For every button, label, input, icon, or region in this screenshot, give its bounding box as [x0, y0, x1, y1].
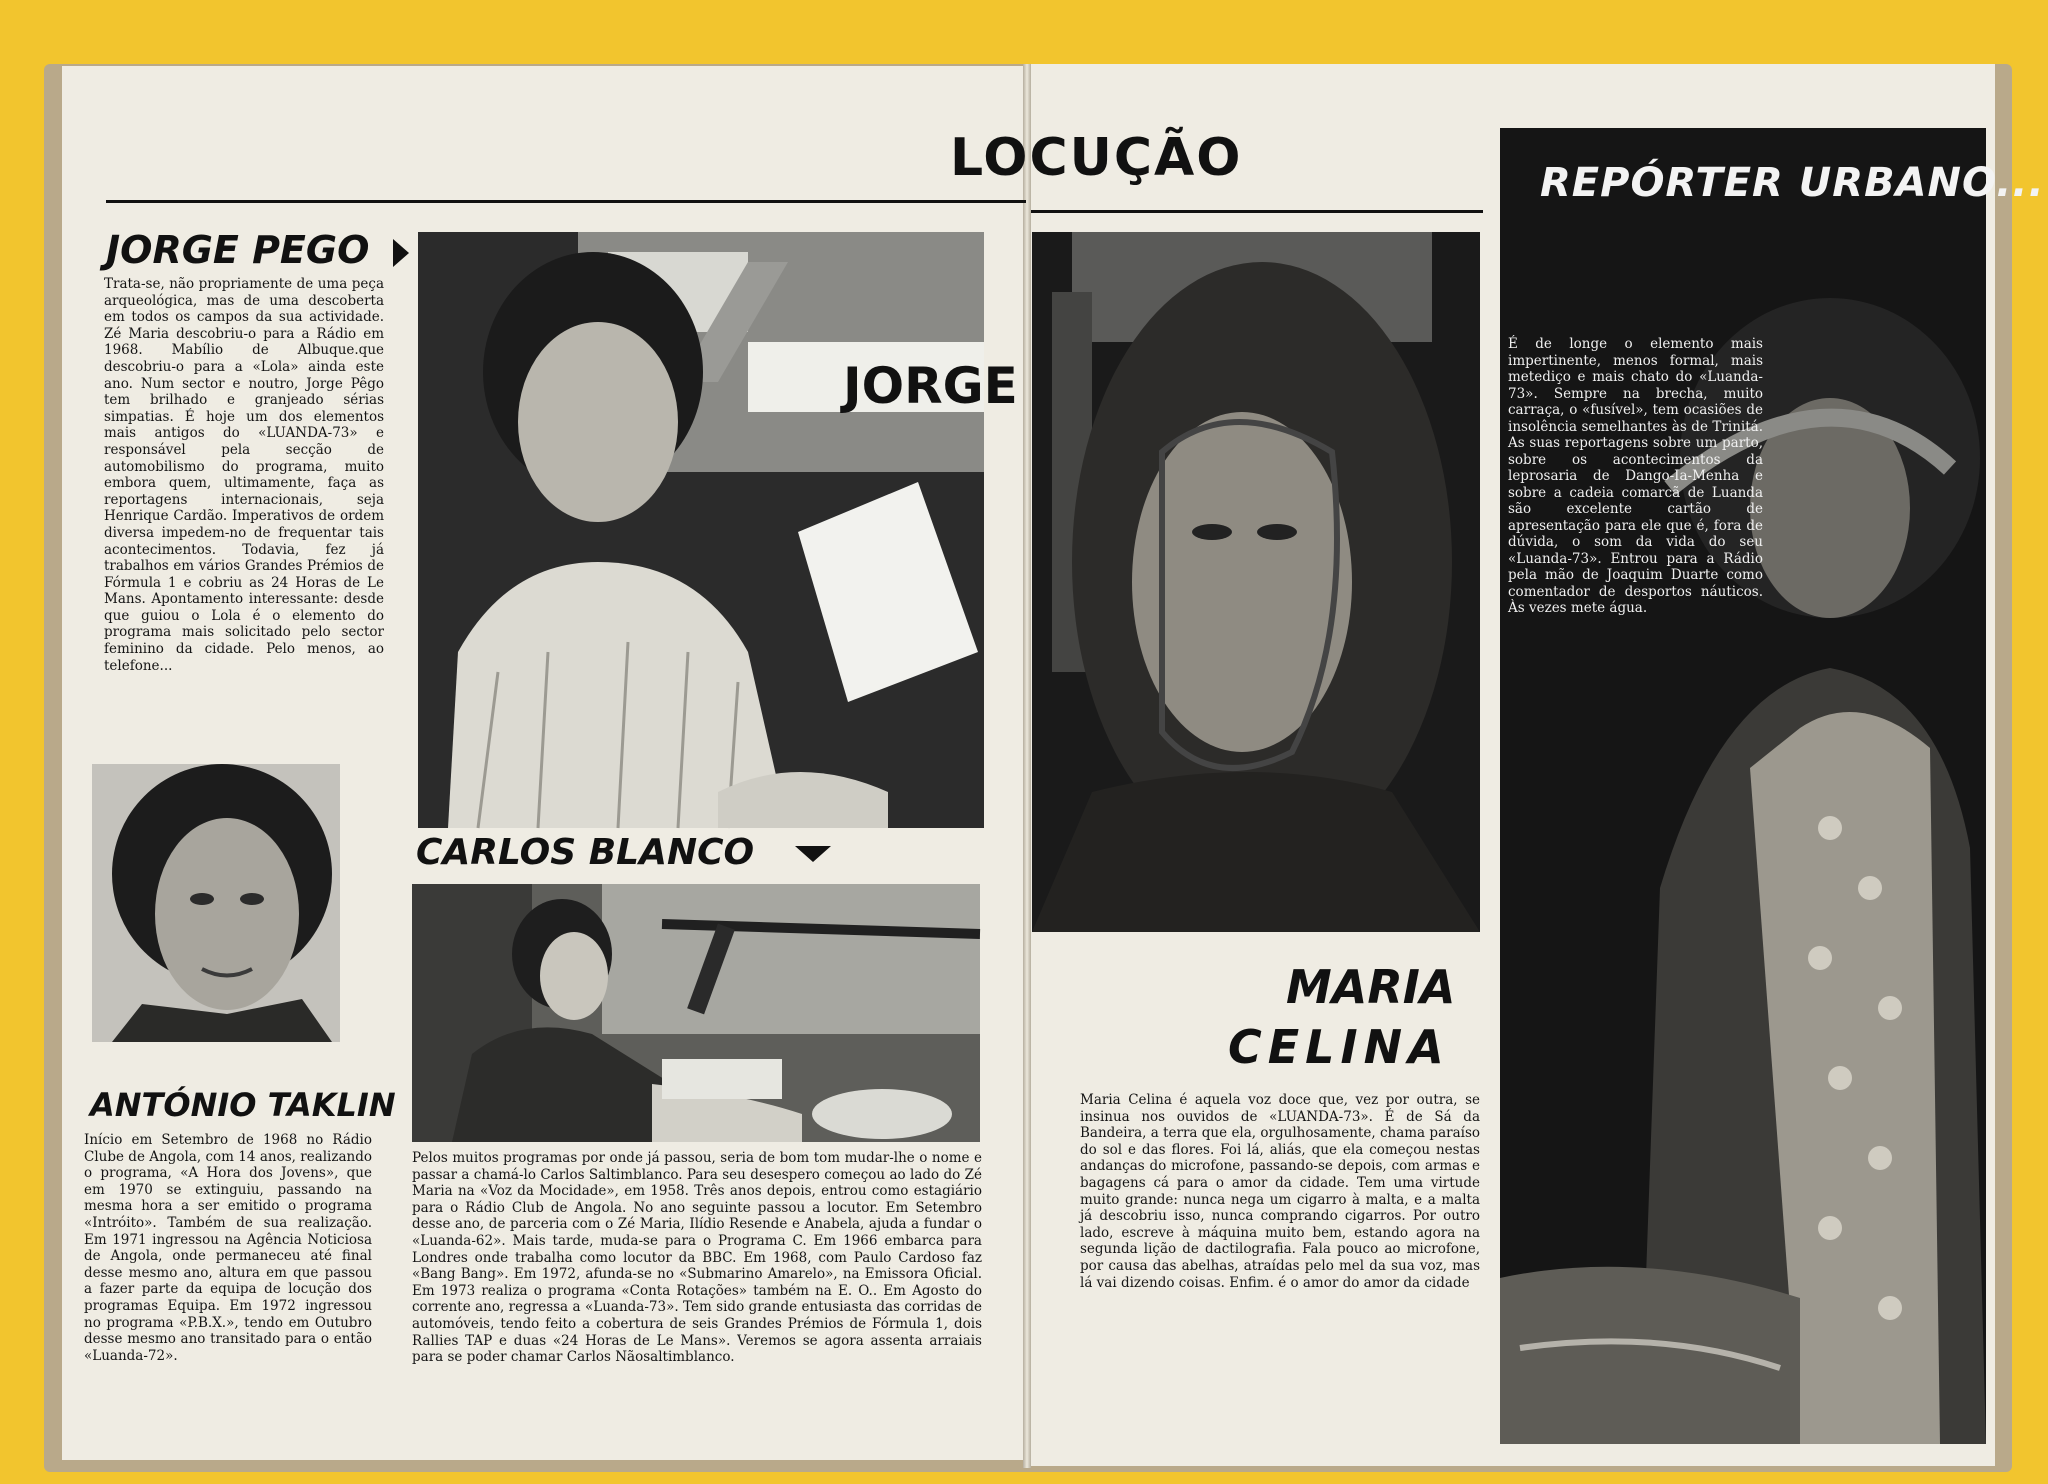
- maria-celina-name-line2: CELINA: [1228, 1020, 1450, 1074]
- jorge-pego-name: JORGE PEGO: [106, 228, 370, 272]
- arrow-right-icon: [393, 239, 409, 267]
- reporter-title: REPÓRTER URBANO...: [1540, 160, 2045, 206]
- jorge-pego-text: Trata-se, não propriamente de uma peça arqueológica, mas de uma descoberta em todos os campos da sua actividade. Zé Maria descobriu-o para a Rádio em 1968. Mabílio de Albuque.que descobriu-o para a «Lola» ainda este ano. Num sector e noutro, Jorge Pêgo tem brilhado e granjeado sérias simpatias. É hoje um dos elementos mais antigos do «LUANDA-73» e responsável pela secção de automobilismo do programa, muito embora quem, ultimamente, faça as reportagens internacionais, seja Henrique Cardão. Imperativos de ordem diversa impedem-no de frequentar tais acontecimentos. Todavia, fez já trabalhos em vários Grandes Prémios de Fórmula 1 e cobriu as 24 Horas de Le Mans. Apontamento interessante: desde que guiou o Lola é o elemento do programa mais solicitado pelo sector feminino da cidade. Pelo menos, ao telefone...: [104, 276, 384, 674]
- carlos-blanco-text: Pelos muitos programas por onde já passou, seria de bom tom mudar-lhe o nome e passar a chamá-lo Carlos Saltimblanco. Para seu desespero começou ao lado do Zé Maria na «Voz da Mocidade», em 1958. Três anos depois, entrou como estagiário para o Rádio Club de Angola. No ano seguinte passou a locutor. Em Setembro desse ano, de parceria com o Zé Maria, Ilídio Resende e Anabela, ajuda a fundar o «Luanda-62». Mais tarde, muda-se para o Programa C. Em 1966 embarca para Londres onde trabalha como locutor da BBC. Em 1968, com Paulo Cardoso faz «Bang Bang». Em 1972, afunda-se no «Submarino Amarelo», na Emissora Oficial. Em 1973 realiza o programa «Conta Rotações» também na E. O.. Em Agosto do corrente ano, regressa a «Luanda-73». Tem sido grande entusiasta das corridas de automóveis, tendo feito a cobertura de seis Grandes Prémios de Fórmula 1, dois Rallies TAP e duas «24 Horas de Le Mans». Veremos se agora assenta arraiais para se poder chamar Carlos Nãosaltimblanco.: [412, 1150, 982, 1366]
- antonio-taklin-name: ANTÓNIO TAKLIN: [90, 1086, 396, 1124]
- arrow-down-icon: [795, 846, 831, 862]
- reporter-text: É de longe o elemento mais impertinente, menos formal, mais metediço e mais chato do «Luanda-73». Sempre na brecha, muito carraça, o «fusível», tem ocasiões de insolência semelhantes às de Trinitá. As suas reportagens sobre um parto, sobre os acontecimentos da leprosaria de Dango-Ia-Menha e sobre a cadeia comarcã de Luanda são excelente cartão de apresentação para ele que é, fora de dúvida, o som da vida do seu «Luanda-73». Entrou para a Rádio pela mão de Joaquim Duarte como comentador de desportos náuticos. Às vezes mete água.: [1508, 336, 1763, 616]
- carlos-blanco-name: CARLOS BLANCO: [416, 832, 755, 873]
- jorge-pego-photo: [418, 232, 1018, 828]
- reporter-panel: [1500, 128, 1986, 1444]
- jorge-sign-text: JORGE: [843, 357, 1018, 415]
- carlos-blanco-photo: [412, 884, 980, 1142]
- antonio-taklin-photo: [92, 764, 340, 1042]
- jorge-pego-heading: [106, 228, 409, 272]
- section-title: LOCUÇÃO: [950, 128, 1243, 188]
- title-rule-left: [106, 200, 1026, 203]
- maria-celina-name-line1: MARIA: [1286, 960, 1456, 1014]
- maria-celina-photo: [1032, 232, 1480, 932]
- title-rule-right: [1031, 210, 1483, 213]
- maria-celina-text: Maria Celina é aquela voz doce que, vez por outra, se insinua nos ouvidos de «LUANDA-73». É de Sá da Bandeira, a terra que ela, orgulhosamente, chama paraíso do sol e das flores. Foi lá, aliás, que ela começou nestas andanças do microfone, passando-se depois, com armas e bagagens cá para o amor da cidade. Tem uma virtude muito grande: nunca nega um cigarro à malta, e a malta já descobriu isso, nunca comprando cigarros. Por outro lado, escreve à máquina muito bem, estando agora na segunda lição de dactilografia. Fala pouco ao microfone, por causa das abelhas, atraídas pelo mel da sua voz, mas lá vai dizendo coisas. Enfim. é o amor do amor da cidade: [1080, 1092, 1480, 1291]
- antonio-taklin-text: Início em Setembro de 1968 no Rádio Clube de Angola, com 14 anos, realizando o programa, «A Hora dos Jovens», que em 1970 se extinguiu, passando na mesma hora a ser emitido o programa «Intróito». Também de sua realização. Em 1971 ingressou na Agência Noticiosa de Angola, onde permaneceu até final desse mesmo ano, altura em que passou a fazer parte da equipa de locução dos programas Equipa. Em 1972 ingressou no programa «P.B.X.», tendo em Outubro desse mesmo ano transitado para o então «Luanda-72».: [84, 1132, 372, 1364]
- spine: [1023, 64, 1031, 1468]
- carlos-blanco-heading: [416, 832, 831, 873]
